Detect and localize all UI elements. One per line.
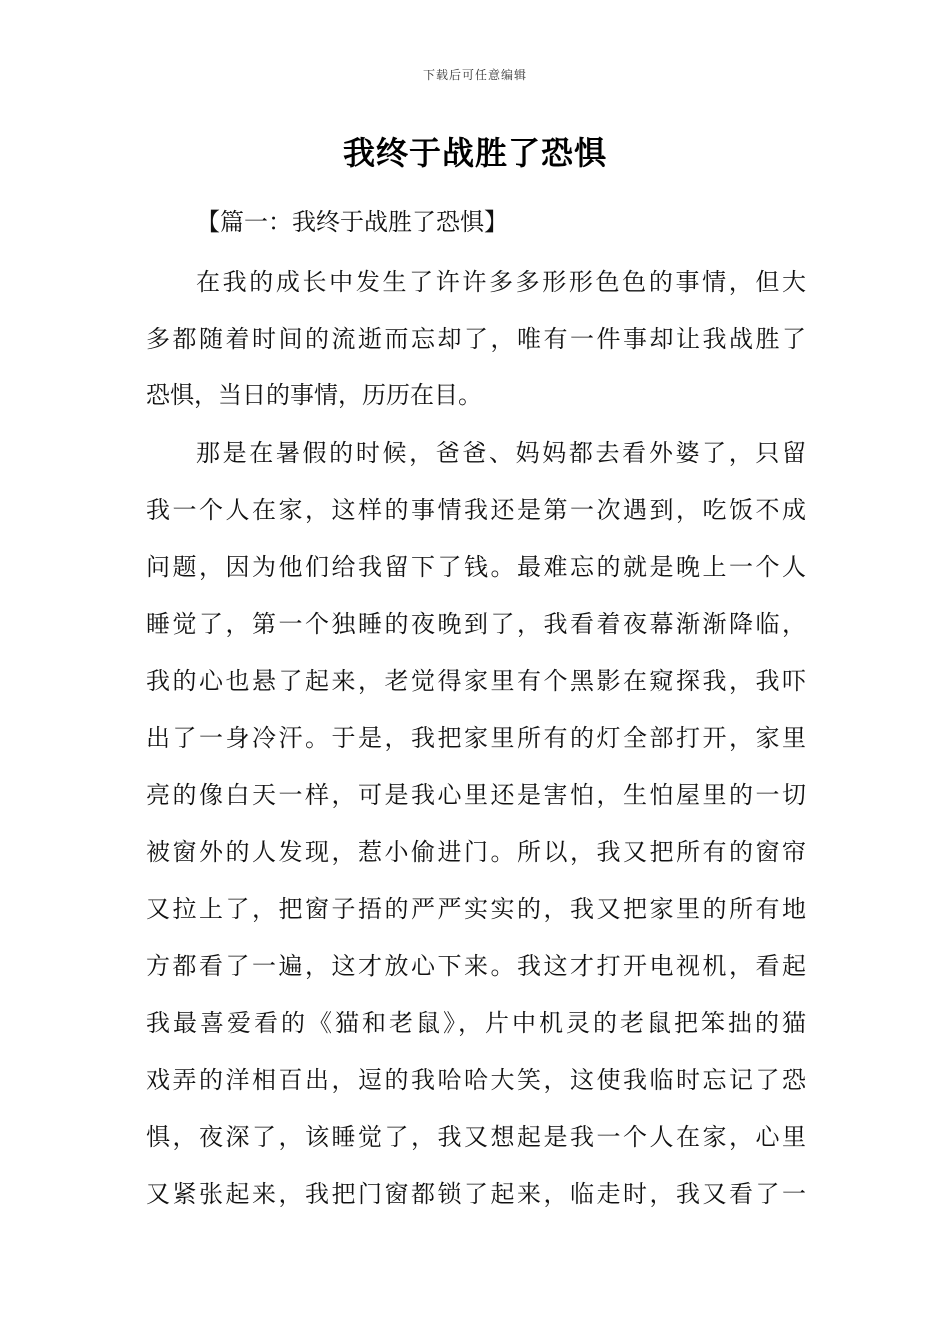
paragraph-line: 那是在暑假的时候，爸爸、妈妈都去看外婆了，只留 bbox=[196, 439, 806, 467]
paragraph-line: 恐惧，当日的事情，历历在目。 bbox=[146, 381, 482, 409]
document-title: 我终于战胜了恐惧 bbox=[342, 134, 607, 172]
paragraph-line: 出了一身冷汗。于是，我把家里所有的灯全部打开，家里 bbox=[146, 724, 806, 752]
paragraph-line: 我的心也悬了起来，老觉得家里有个黑影在窥探我，我吓 bbox=[146, 667, 806, 695]
paragraph-line: 多都随着时间的流逝而忘却了，唯有一件事却让我战胜了 bbox=[146, 325, 806, 353]
paragraph-line: 戏弄的洋相百出，逗的我哈哈大笑，这使我临时忘记了恐 bbox=[146, 1066, 806, 1094]
paragraph-line: 我一个人在家，这样的事情我还是第一次遇到，吃饭不成 bbox=[146, 496, 806, 524]
paragraph-line: 亮的像白天一样，可是我心里还是害怕，生怕屋里的一切 bbox=[146, 781, 806, 809]
paragraph-line: 又拉上了，把窗子捂的严严实实的，我又把家里的所有地 bbox=[146, 895, 806, 923]
paragraph-line: 被窗外的人发现，惹小偷进门。所以，我又把所有的窗帘 bbox=[146, 838, 806, 866]
header-note: 下载后可任意编辑 bbox=[422, 68, 527, 82]
paragraph-line: 我最喜爱看的《猫和老鼠》，片中机灵的老鼠把笨拙的猫 bbox=[146, 1009, 806, 1037]
paragraph-line: 方都看了一遍，这才放心下来。我这才打开电视机，看起 bbox=[146, 952, 806, 980]
paragraph-line: 睡觉了，第一个独睡的夜晚到了，我看着夜幕渐渐降临， bbox=[146, 610, 806, 638]
paragraph-line: 问题，因为他们给我留下了钱。最难忘的就是晚上一个人 bbox=[146, 553, 806, 581]
paragraph-line: 惧，夜深了，该睡觉了，我又想起是我一个人在家，心里 bbox=[146, 1123, 806, 1151]
paragraph-line: 又紧张起来，我把门窗都锁了起来，临走时，我又看了一 bbox=[146, 1180, 806, 1208]
paragraph-line: 在我的成长中发生了许许多多形形色色的事情，但大 bbox=[196, 268, 806, 296]
section-heading: 【篇一：我终于战胜了恐惧】 bbox=[196, 208, 508, 236]
